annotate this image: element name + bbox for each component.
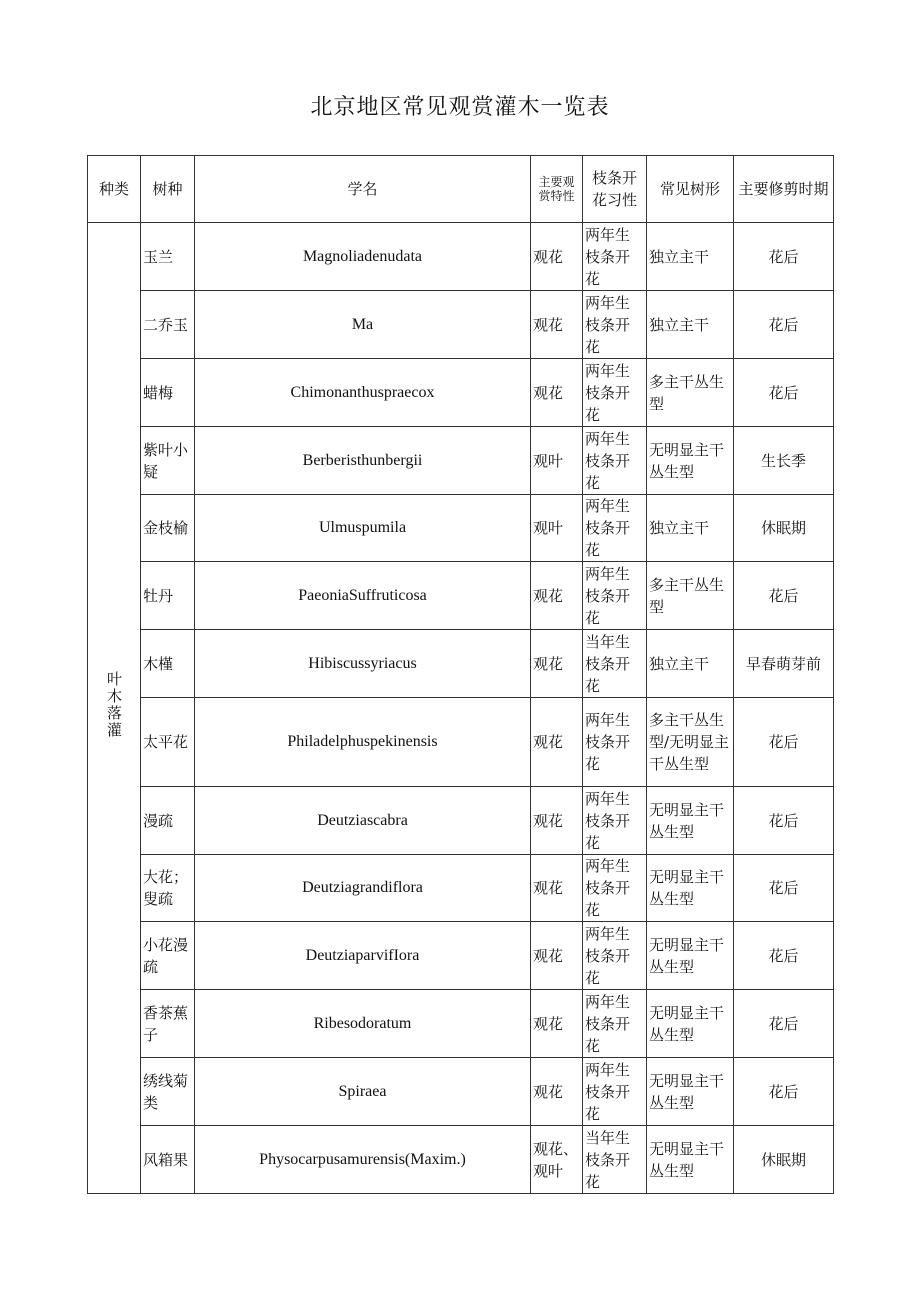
cell-tree-form: 无明显主干丛生型	[647, 855, 734, 922]
cell-flowering-habit: 当年生枝条开花	[583, 1126, 647, 1194]
cell-prune-time: 休眠期	[734, 1126, 834, 1194]
shrub-table	[87, 155, 834, 1194]
header-species: 树种	[141, 156, 195, 223]
table-row	[88, 291, 834, 359]
cell-prune-time: 花后	[734, 855, 834, 922]
cell-prune-time: 花后	[734, 787, 834, 855]
cell-species: 小花漫疏	[141, 922, 195, 990]
cell-feature: 观花	[531, 223, 583, 291]
cell-feature: 观花	[531, 291, 583, 359]
cell-flowering-habit: 两年生枝条开花	[583, 922, 647, 990]
cell-prune-time: 花后	[734, 1058, 834, 1126]
header-kind: 种类	[88, 156, 141, 223]
table-row	[88, 562, 834, 630]
cell-species: 漫疏	[141, 787, 195, 855]
cell-flowering-habit: 两年生枝条开花	[583, 359, 647, 427]
cell-feature: 观叶	[531, 427, 583, 495]
header-form: 常见树形	[647, 156, 734, 223]
table-row	[88, 990, 834, 1058]
cell-sci-name: Chimonanthuspraecox	[195, 359, 531, 427]
cell-flowering-habit: 两年生枝条开花	[583, 990, 647, 1058]
cell-feature: 观花	[531, 630, 583, 698]
cell-feature: 观花	[531, 1058, 583, 1126]
cell-feature: 观花	[531, 359, 583, 427]
cell-species: 牡丹	[141, 562, 195, 630]
cell-tree-form: 独立主干	[647, 630, 734, 698]
cell-flowering-habit: 两年生枝条开花	[583, 427, 647, 495]
cell-sci-name: Magnoliadenudata	[195, 223, 531, 291]
cell-sci-name: Philadelphuspekinensis	[195, 698, 531, 787]
cell-sci-name: Berberisthunbergii	[195, 427, 531, 495]
cell-prune-time: 花后	[734, 359, 834, 427]
cell-flowering-habit: 两年生枝条开花	[583, 562, 647, 630]
table-row	[88, 922, 834, 990]
cell-tree-form: 无明显主干丛生型	[647, 427, 734, 495]
table-row	[88, 495, 834, 562]
cell-tree-form: 独立主干	[647, 223, 734, 291]
table-row	[88, 427, 834, 495]
category-label: 叶木落灌	[105, 671, 123, 739]
cell-flowering-habit: 当年生枝条开花	[583, 630, 647, 698]
cell-sci-name: Physocarpusamurensis(Maxim.)	[195, 1126, 531, 1194]
cell-flowering-habit: 两年生枝条开花	[583, 291, 647, 359]
cell-species: 绣线菊类	[141, 1058, 195, 1126]
cell-prune-time: 花后	[734, 291, 834, 359]
table-row	[88, 359, 834, 427]
cell-species: 紫叶小疑	[141, 427, 195, 495]
table-row	[88, 1058, 834, 1126]
cell-species: 二乔玉	[141, 291, 195, 359]
cell-flowering-habit: 两年生枝条开花	[583, 698, 647, 787]
header-row	[88, 156, 834, 223]
cell-feature: 观花	[531, 562, 583, 630]
table-row	[88, 1126, 834, 1194]
cell-sci-name: Ulmuspumila	[195, 495, 531, 562]
cell-prune-time: 花后	[734, 922, 834, 990]
cell-flowering-habit: 两年生枝条开花	[583, 1058, 647, 1126]
cell-prune-time: 休眠期	[734, 495, 834, 562]
cell-sci-name: Deutziascabra	[195, 787, 531, 855]
table-row	[88, 698, 834, 787]
cell-feature: 观花	[531, 990, 583, 1058]
cell-feature: 观花	[531, 855, 583, 922]
cell-tree-form: 多主干丛生型/无明显主干丛生型	[647, 698, 734, 787]
header-sci-name: 学名	[195, 156, 531, 223]
cell-species: 玉兰	[141, 223, 195, 291]
cell-sci-name: Deutziagrandiflora	[195, 855, 531, 922]
cell-prune-time: 生长季	[734, 427, 834, 495]
cell-prune-time: 早春萌芽前	[734, 630, 834, 698]
cell-prune-time: 花后	[734, 223, 834, 291]
cell-tree-form: 独立主干	[647, 495, 734, 562]
cell-flowering-habit: 两年生枝条开花	[583, 787, 647, 855]
page-title: 北京地区常见观赏灌木一览表	[310, 95, 610, 120]
cell-sci-name: DeutziaparvifIora	[195, 922, 531, 990]
table-row	[88, 630, 834, 698]
cell-feature: 观花、观叶	[531, 1126, 583, 1194]
cell-tree-form: 无明显主干丛生型	[647, 1126, 734, 1194]
cell-feature: 观花	[531, 698, 583, 787]
cell-tree-form: 多主干丛生型	[647, 359, 734, 427]
table-row	[88, 855, 834, 922]
cell-tree-form: 无明显主干丛生型	[647, 922, 734, 990]
cell-feature: 观叶	[531, 495, 583, 562]
table-row	[88, 787, 834, 855]
cell-species: 太平花	[141, 698, 195, 787]
category-cell	[88, 223, 141, 1194]
cell-flowering-habit: 两年生枝条开花	[583, 495, 647, 562]
cell-sci-name: PaeoniaSuffruticosa	[195, 562, 531, 630]
cell-prune-time: 花后	[734, 562, 834, 630]
cell-flowering-habit: 两年生枝条开花	[583, 855, 647, 922]
cell-species: 香茶蕉子	[141, 990, 195, 1058]
cell-feature: 观花	[531, 787, 583, 855]
cell-feature: 观花	[531, 922, 583, 990]
header-flowering: 枝条开花习性	[583, 156, 647, 223]
cell-tree-form: 多主干丛生型	[647, 562, 734, 630]
cell-tree-form: 独立主干	[647, 291, 734, 359]
cell-species: 蜡梅	[141, 359, 195, 427]
header-prune-time: 主要修剪时期	[734, 156, 834, 223]
cell-sci-name: Spiraea	[195, 1058, 531, 1126]
cell-species: 风箱果	[141, 1126, 195, 1194]
cell-species: 大花；叟疏	[141, 855, 195, 922]
cell-prune-time: 花后	[734, 698, 834, 787]
cell-tree-form: 无明显主干丛生型	[647, 990, 734, 1058]
header-feature: 主要观赏特性	[531, 156, 583, 223]
cell-species: 木槿	[141, 630, 195, 698]
cell-sci-name: Ma	[195, 291, 531, 359]
cell-sci-name: Ribesodoratum	[195, 990, 531, 1058]
cell-sci-name: Hibiscussyriacus	[195, 630, 531, 698]
table-row	[88, 223, 834, 291]
cell-prune-time: 花后	[734, 990, 834, 1058]
cell-tree-form: 无明显主干丛生型	[647, 787, 734, 855]
cell-tree-form: 无明显主干丛生型	[647, 1058, 734, 1126]
cell-species: 金枝榆	[141, 495, 195, 562]
cell-flowering-habit: 两年生枝条开花	[583, 223, 647, 291]
